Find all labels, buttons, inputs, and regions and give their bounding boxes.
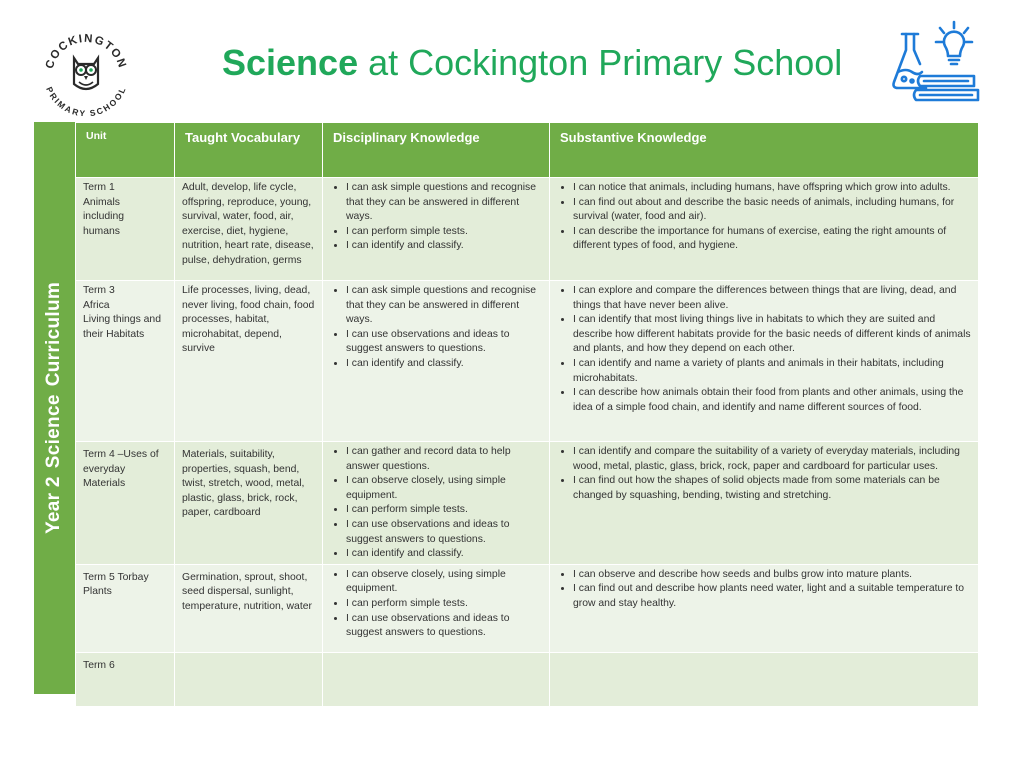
unit-line: Living things and [83,314,161,326]
list-item: • I can identify and compare the suitability of a variety of everyday materials, including wood, metal, plastic, glass, brick, rock, paper and cardboard for particular uses. [573,445,972,474]
list-item: • I can use observations and ideas to suggest answers to questions. [346,518,543,547]
unit-line: Term 3 [83,285,115,296]
unit-line: Materials [83,478,126,490]
unit-line: everyday [83,463,126,475]
logo-name-text: COCKINGTON [43,32,129,71]
list-item: • I can ask simple questions and recognise that they can be answered in different ways. [346,284,543,328]
page-title [222,40,842,90]
school-logo [40,24,132,116]
list-item: • I can find out and describe how plants need water, light and a suitable temperature to grow and stay healthy. [573,582,972,611]
vocabulary-cell: Adult, develop, life cycle, offspring, reproduce, young, survival, water, food, air, exercise, diet, hygiene, nutrition, heart rate, disease, pulse, dehydration, germs [175,178,323,281]
list-item: • I can observe and describe how seeds and bulbs grow into mature plants. [573,568,972,583]
title-rest: at Cockington Primary School [358,42,843,83]
title-strong: Science [222,42,359,83]
list-item: • I can use observations and ideas to suggest answers to questions. [346,612,543,641]
header-disciplinary: Disciplinary Knowledge [323,123,550,178]
owl-icon [74,58,98,89]
list-item: • I can notice that animals, including humans, have offspring which grow into adults. [573,181,972,196]
list-item: • I can observe closely, using simple equipment. [346,474,543,503]
unit-line: Term 1 [83,182,115,193]
side-label-year: Year 2 [43,476,64,535]
substantive-cell [550,178,979,281]
disciplinary-cell [323,442,550,565]
vocabulary-cell [175,652,323,706]
list-item: • I can perform simple tests. [346,597,543,612]
unit-line: including [83,211,125,223]
header-substantive: Substantive Knowledge [550,123,979,178]
list-item: • I can describe the importance for humans of exercise, eating the right amounts of different types of food, and hygiene. [573,225,972,254]
unit-line: humans [83,225,120,237]
table-header-row [76,123,979,178]
list-item: • I can use observations and ideas to suggest answers to questions. [346,328,543,357]
vocabulary-cell: Materials, suitability, properties, squash, bend, twist, stretch, wood, metal, plastic, glass, brick, rock, paper, cardboard [175,442,323,565]
table-row [76,178,979,281]
table-row [76,442,979,565]
unit-cell [76,281,175,442]
list-item: • I can describe how animals obtain their food from plants and other animals, using the idea of a simple food chain, and identify and name different sources of food. [573,386,972,415]
list-item: • I can perform simple tests. [346,225,543,240]
unit-line: their Habitats [83,328,145,340]
unit-line: Africa [83,299,110,311]
header-vocabulary: Taught Vocabulary [175,123,323,178]
list-item: • I can find out how the shapes of solid objects made from some materials can be changed by squashing, bending, twisting and stretching. [573,474,972,503]
unit-line: Term 5 Torbay [83,571,149,583]
substantive-cell [550,442,979,565]
science-icon [888,16,984,108]
side-label [43,282,65,534]
unit-cell [76,564,175,652]
list-item: • I can find out about and describe the basic needs of animals, including humans, for survival (water, food and air). [573,196,972,225]
unit-cell [76,442,175,565]
list-item: • I can ask simple questions and recognise that they can be answered in different ways. [346,181,543,225]
list-item: • I can identify that most living things live in habitats to which they are suited and describe how different habitats provide for the basic needs of different kinds of animals and plants, and how they depend on each other. [573,313,972,357]
vocabulary-cell: Life processes, living, dead, never living, food chain, food processes, habitat, microhabitat, depend, survive [175,281,323,442]
list-item: • I can identify and classify. [346,239,543,254]
disciplinary-cell [323,178,550,281]
side-label-science: Science [43,394,64,469]
list-item: • I can gather and record data to help answer questions. [346,445,543,474]
unit-line: Animals [83,196,120,208]
unit-line: Term 4 –Uses of [83,449,159,460]
table-row [76,652,979,706]
substantive-cell [550,564,979,652]
table-row [76,281,979,442]
disciplinary-cell [323,281,550,442]
list-item: • I can identify and classify. [346,547,543,562]
list-item: • I can perform simple tests. [346,503,543,518]
logo-sub-text: PRIMARY SCHOOL [44,85,128,116]
disciplinary-cell [323,652,550,706]
substantive-cell [550,281,979,442]
unit-cell [76,178,175,281]
unit-line: Term 6 [83,659,115,671]
list-item: • I can observe closely, using simple equipment. [346,568,543,597]
list-item: • I can explore and compare the differences between things that are living, dead, and things that have never been alive. [573,284,972,313]
disciplinary-cell [323,564,550,652]
unit-line: Plants [83,586,112,598]
list-item: • I can identify and classify. [346,357,543,372]
curriculum-table [75,122,979,707]
list-item: • I can identify and name a variety of plants and animals in their habitats, including microhabitats. [573,357,972,386]
side-label-curriculum: Curriculum [43,281,64,387]
substantive-cell [550,652,979,706]
table-row [76,564,979,652]
vocabulary-cell: Germination, sprout, shoot, seed dispersal, sunlight, temperature, nutrition, water [175,564,323,652]
side-bar [34,122,75,694]
unit-cell [76,652,175,706]
header-unit: Unit [76,123,175,178]
